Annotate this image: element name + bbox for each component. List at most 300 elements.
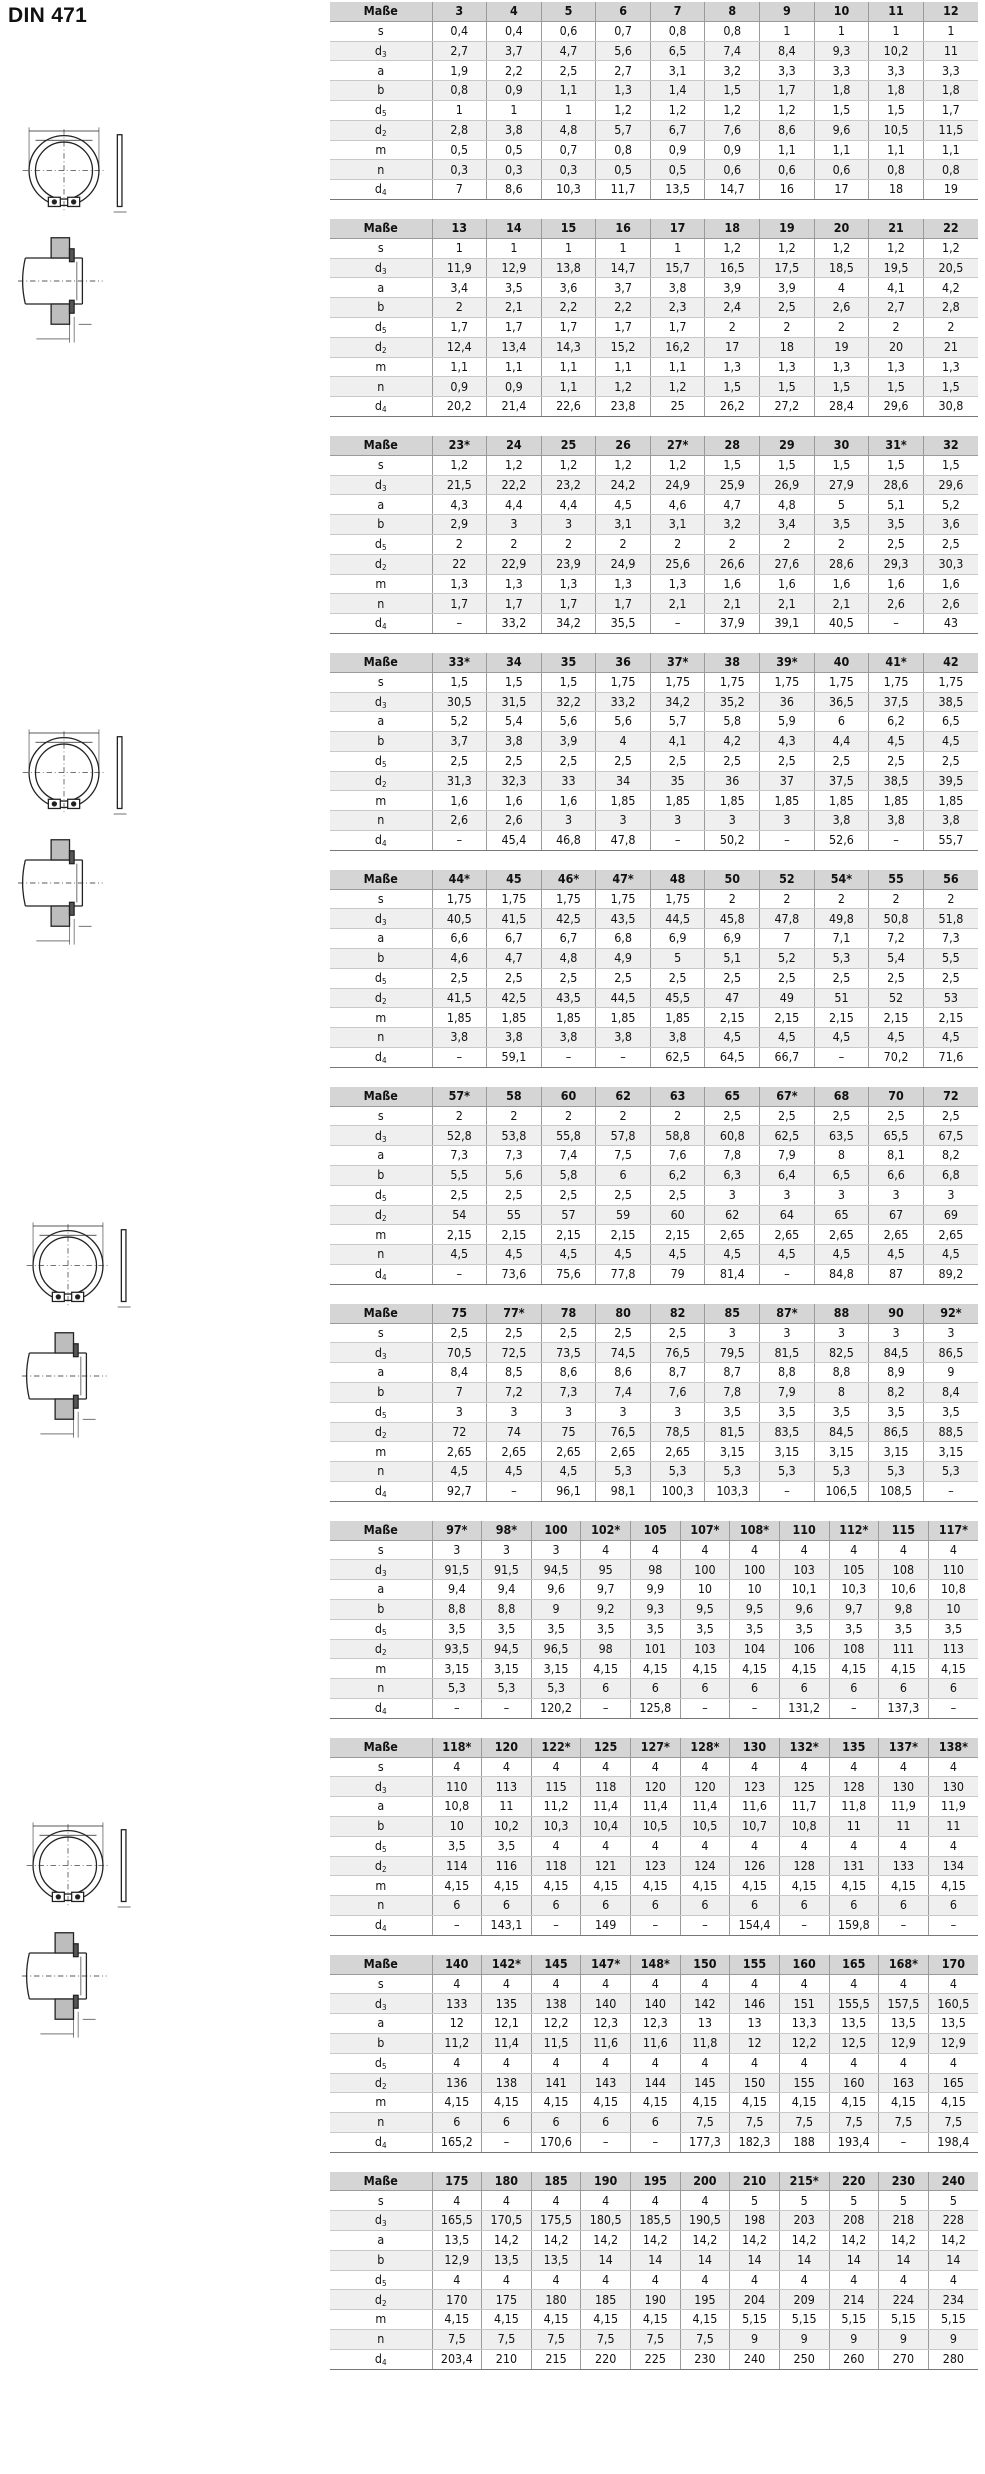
table-cell: 49,8 [814, 909, 869, 929]
table-cell: 2,5 [869, 534, 924, 554]
retaining-ring-drawing [22, 1815, 151, 2063]
table-cell: 58,8 [650, 1126, 705, 1146]
table-row [330, 1896, 978, 1916]
table-cell: 4 [829, 1974, 879, 1994]
table-cell: 3 [760, 1185, 815, 1205]
table-cell: 1,3 [760, 357, 815, 377]
table-cell: 14,2 [680, 2231, 730, 2251]
row-label-base: m [375, 792, 387, 808]
table-cell: 4,5 [923, 732, 978, 752]
table-cell: 17 [705, 337, 760, 357]
table-cell: 3,9 [760, 278, 815, 298]
row-label-base: a [377, 1798, 385, 1814]
table-cell: 4,15 [482, 2093, 532, 2113]
table-cell: 6 [581, 1679, 631, 1699]
table-row [330, 1698, 978, 1718]
table-cell: 52,6 [814, 831, 869, 851]
table-row [330, 2033, 978, 2053]
table-cell: 7,5 [928, 2113, 978, 2133]
table-cell: 1,2 [541, 455, 596, 475]
table-gap [330, 1936, 978, 1955]
table-cell: 7,5 [829, 2113, 879, 2133]
table-cell: 34,2 [650, 692, 705, 712]
row-label-subscript: 3 [382, 266, 387, 276]
row-label [330, 1757, 432, 1777]
table-cell: 2,7 [869, 298, 924, 318]
table-cell: 2,6 [487, 811, 542, 831]
table-cell: 8,8 [760, 1363, 815, 1383]
table-cell: 14,7 [596, 258, 651, 278]
row-label-base: d [374, 615, 382, 631]
table-row [330, 1048, 978, 1068]
table-cell: 1,5 [869, 377, 924, 397]
row-label-base: d [374, 1995, 382, 2011]
table-cell: 66,7 [760, 1048, 815, 1068]
table-cell: 4,15 [531, 2093, 581, 2113]
table-cell: 11,8 [829, 1797, 879, 1817]
table-cell: 2,5 [541, 1185, 596, 1205]
table-cell: 75 [541, 1422, 596, 1442]
table-cell: 14 [730, 2250, 780, 2270]
table-cell: 11,5 [923, 120, 978, 140]
table-cell: 220 [581, 2349, 631, 2369]
table-cell: 2,65 [705, 1225, 760, 1245]
table-cell: 1,2 [487, 455, 542, 475]
row-label [330, 771, 432, 791]
dimension-table [330, 653, 978, 851]
table-cell: 4,5 [814, 1245, 869, 1265]
row-label-base: d [374, 970, 382, 986]
table-cell: 128 [829, 1777, 879, 1797]
row-label [330, 1599, 432, 1619]
dimension-table [330, 2, 978, 200]
row-label [330, 1323, 432, 1343]
row-label-subscript: 5 [382, 2061, 387, 2071]
table-cell: 76,5 [596, 1422, 651, 1442]
row-label-base: d [374, 2212, 382, 2228]
table-cell: 57 [541, 1205, 596, 1225]
table-cell: 0,7 [596, 21, 651, 41]
table-cell: 110 [928, 1560, 978, 1580]
table-cell: 4,3 [760, 732, 815, 752]
table-cell: 55,8 [541, 1126, 596, 1146]
table-cell: 5,3 [432, 1679, 482, 1699]
size-header: 25 [541, 436, 596, 455]
header-row [330, 1304, 978, 1323]
table-cell: 131,2 [779, 1698, 829, 1718]
size-header: 41* [869, 653, 924, 672]
table-cell: 7,5 [432, 2330, 482, 2350]
table-cell: 6,5 [923, 712, 978, 732]
table-cell: 7,3 [432, 1146, 487, 1166]
table-row [330, 61, 978, 81]
table-cell: 10,3 [531, 1816, 581, 1836]
table-cell: 120 [680, 1777, 730, 1797]
table-cell: 8 [814, 1146, 869, 1166]
size-header: 67* [760, 1087, 815, 1106]
table-cell: 1,2 [760, 238, 815, 258]
table-cell: 81,5 [705, 1422, 760, 1442]
table-cell: 4 [928, 2053, 978, 2073]
table-cell: 9 [879, 2330, 929, 2350]
table-cell: 143,1 [482, 1915, 532, 1935]
table-row [330, 2211, 978, 2231]
table-cell: 8,2 [869, 1383, 924, 1403]
table-cell: 4 [680, 1540, 730, 1560]
row-label-base: m [375, 1877, 387, 1893]
table-row [330, 258, 978, 278]
size-header: 39* [760, 653, 815, 672]
row-label-base: a [377, 1581, 385, 1597]
table-cell: 3,1 [596, 515, 651, 535]
table-cell: 5,8 [705, 712, 760, 732]
table-cell: 2,8 [923, 298, 978, 318]
table-cell: 1,75 [596, 672, 651, 692]
table-cell: 1,85 [869, 791, 924, 811]
table-cell: 6,3 [705, 1166, 760, 1186]
table-cell: 4,5 [541, 1462, 596, 1482]
table-cell: – [869, 614, 924, 634]
table-cell: 3,2 [705, 61, 760, 81]
table-cell: 142 [680, 1994, 730, 2014]
table-cell: – [730, 1698, 780, 1718]
table-cell: 7,2 [869, 929, 924, 949]
header-row [330, 2172, 978, 2191]
table-cell: 5,5 [923, 949, 978, 969]
table-cell: 14,2 [879, 2231, 929, 2251]
table-cell: 4,15 [631, 2310, 681, 2330]
table-cell: 2,65 [814, 1225, 869, 1245]
table-cell: 2 [814, 534, 869, 554]
table-cell: 5,2 [923, 495, 978, 515]
table-cell: 5,15 [779, 2310, 829, 2330]
row-label-base: m [375, 141, 387, 157]
table-cell: 28,6 [814, 554, 869, 574]
table-cell: 0,3 [432, 160, 487, 180]
table-cell: 23,9 [541, 554, 596, 574]
table-cell: 62,5 [650, 1048, 705, 1068]
table-cell: 1,2 [760, 100, 815, 120]
table-cell: – [760, 831, 815, 851]
size-header: 137* [879, 1738, 929, 1757]
table-cell: 14,2 [779, 2231, 829, 2251]
table-cell: 5,15 [879, 2310, 929, 2330]
row-label-base: d [374, 1266, 382, 1282]
table-cell: 14,3 [541, 337, 596, 357]
table-cell: 9 [779, 2330, 829, 2350]
table-cell: 75,6 [541, 1265, 596, 1285]
table-cell: 1,3 [487, 574, 542, 594]
table-cell: 70,2 [869, 1048, 924, 1068]
table-cell: 101 [631, 1639, 681, 1659]
table-cell: 29,6 [923, 475, 978, 495]
table-cell: 270 [879, 2349, 929, 2369]
size-header: 230 [879, 2172, 929, 2191]
row-label [330, 1442, 432, 1462]
table-cell: 43 [923, 614, 978, 634]
table-gap [330, 1719, 978, 1738]
table-cell: 3,4 [432, 278, 487, 298]
table-cell: 7,5 [531, 2330, 581, 2350]
table-cell: 20 [869, 337, 924, 357]
table-cell: 2,5 [705, 751, 760, 771]
table-cell: 4 [531, 1757, 581, 1777]
table-cell: 5,1 [705, 949, 760, 969]
table-cell: – [432, 614, 487, 634]
table-cell: 33,2 [487, 614, 542, 634]
table-cell: 22,9 [487, 554, 542, 574]
table-cell: 2,5 [650, 1185, 705, 1205]
table-cell: 3,8 [541, 1028, 596, 1048]
table-cell: 2,5 [541, 968, 596, 988]
table-cell: 2,5 [923, 968, 978, 988]
table-cell: 3,15 [705, 1442, 760, 1462]
table-cell: 2 [923, 317, 978, 337]
retaining-ring-drawing [18, 120, 147, 368]
table-cell: 2,15 [814, 1008, 869, 1028]
table-cell: 4,15 [730, 1659, 780, 1679]
table-cell: 1,6 [487, 791, 542, 811]
table-cell: 11 [829, 1816, 879, 1836]
table-cell: 3,5 [531, 1619, 581, 1639]
table-cell: – [680, 1915, 730, 1935]
table-cell: 106,5 [814, 1481, 869, 1501]
table-cell: 4,15 [779, 1876, 829, 1896]
row-label-base: d [374, 42, 382, 58]
row-label-subscript: 2 [382, 128, 387, 138]
table-cell: 6,7 [487, 929, 542, 949]
table-cell: 16,5 [705, 258, 760, 278]
table-cell: 170,6 [531, 2132, 581, 2152]
table-cell: 3 [596, 1402, 651, 1422]
table-cell: 4 [581, 1836, 631, 1856]
table-cell: 3,5 [869, 1402, 924, 1422]
table-cell: 0,5 [432, 140, 487, 160]
size-header: 78 [541, 1304, 596, 1323]
table-cell: 21 [923, 337, 978, 357]
table-cell: 5,3 [869, 1462, 924, 1482]
table-cell: 4 [779, 1836, 829, 1856]
table-cell: 0,3 [541, 160, 596, 180]
table-cell: 67,5 [923, 1126, 978, 1146]
table-cell: 6 [779, 1896, 829, 1916]
table-cell: 94,5 [482, 1639, 532, 1659]
table-cell: 7,5 [596, 1146, 651, 1166]
table-row [330, 2231, 978, 2251]
row-label [330, 140, 432, 160]
table-cell: 1,1 [923, 140, 978, 160]
size-header: 122* [531, 1738, 581, 1757]
table-cell: 14,2 [531, 2231, 581, 2251]
table-cell: 2,5 [541, 1323, 596, 1343]
row-label-subscript: 3 [382, 700, 387, 710]
table-cell: 98 [581, 1639, 631, 1659]
row-label-base: m [375, 2311, 387, 2327]
size-header: 210 [730, 2172, 780, 2191]
row-label-base: n [377, 1463, 385, 1479]
table-cell: 4,15 [680, 1659, 730, 1679]
table-cell: 12,4 [432, 337, 487, 357]
table-cell: 5,6 [541, 712, 596, 732]
table-cell: 4,15 [631, 1659, 681, 1679]
row-label-subscript: 5 [382, 543, 387, 553]
row-label-base: b [377, 82, 385, 98]
table-cell: 6,7 [541, 929, 596, 949]
table-cell: 1,75 [923, 672, 978, 692]
row-label-base: d [374, 693, 382, 709]
page-title: DIN 471 [8, 4, 88, 27]
size-header: 220 [829, 2172, 879, 2191]
row-label-base: d [374, 1837, 382, 1853]
row-label [330, 1265, 432, 1285]
table-cell: 3,15 [869, 1442, 924, 1462]
table-cell: 5,3 [596, 1462, 651, 1482]
row-label-base: a [377, 2015, 385, 2031]
table-cell: 8,7 [650, 1363, 705, 1383]
table-cell: 3,5 [482, 1836, 532, 1856]
table-row [330, 1343, 978, 1363]
table-cell: 170 [432, 2290, 482, 2310]
table-cell: 4,15 [680, 1876, 730, 1896]
row-label [330, 614, 432, 634]
table-cell: 124 [680, 1856, 730, 1876]
size-header: 98* [482, 1521, 532, 1540]
table-cell: 4 [680, 2191, 730, 2211]
table-cell: 4 [879, 1757, 929, 1777]
table-cell: 1,3 [432, 574, 487, 594]
table-row [330, 21, 978, 41]
table-cell: 12,9 [928, 2033, 978, 2053]
table-cell: 5,15 [829, 2310, 879, 2330]
table-cell: 1,75 [541, 889, 596, 909]
row-label-base: d [374, 536, 382, 552]
table-cell: 2,65 [650, 1442, 705, 1462]
table-cell: 4,15 [879, 1659, 929, 1679]
table-cell: 4 [631, 1974, 681, 1994]
table-cell: 5,6 [596, 712, 651, 732]
row-label-subscript: 4 [382, 1707, 387, 1717]
row-label-base: s [377, 1107, 384, 1123]
size-header: 16 [596, 219, 651, 238]
table-cell: 1 [596, 238, 651, 258]
table-row [330, 2053, 978, 2073]
table-cell: 74,5 [596, 1343, 651, 1363]
header-row [330, 653, 978, 672]
size-header: 6 [596, 2, 651, 21]
header-row [330, 2, 978, 21]
row-label [330, 397, 432, 417]
table-cell: 25 [650, 397, 705, 417]
table-cell: 50,2 [705, 831, 760, 851]
row-label-base: d [374, 2351, 382, 2367]
table-cell: 170,5 [482, 2211, 532, 2231]
table-cell: 79 [650, 1265, 705, 1285]
size-header: 92* [923, 1304, 978, 1323]
table-cell: 78,5 [650, 1422, 705, 1442]
table-cell: 98 [631, 1560, 681, 1580]
table-cell: 26,6 [705, 554, 760, 574]
table-cell: 7,5 [482, 2330, 532, 2350]
table-cell: 2,5 [432, 1323, 487, 1343]
row-label [330, 889, 432, 909]
table-cell: 2,5 [596, 751, 651, 771]
row-label [330, 1896, 432, 1916]
table-cell: 2,65 [596, 1442, 651, 1462]
table-cell: 6,2 [650, 1166, 705, 1186]
table-cell: 1,75 [869, 672, 924, 692]
table-gap [330, 1068, 978, 1087]
row-label-base: b [377, 1167, 385, 1183]
table-cell: – [923, 1481, 978, 1501]
table-cell: 3,8 [596, 1028, 651, 1048]
table-cell: 5,3 [814, 949, 869, 969]
table-cell: 4,5 [432, 1462, 487, 1482]
table-cell: 160,5 [928, 1994, 978, 2014]
table-cell: 27,2 [760, 397, 815, 417]
row-label [330, 1481, 432, 1501]
table-cell: 140 [631, 1994, 681, 2014]
table-cell: 2 [487, 534, 542, 554]
row-label [330, 1126, 432, 1146]
table-cell: 4 [928, 1836, 978, 1856]
table-cell: 1,85 [432, 1008, 487, 1028]
row-label-base: s [377, 1324, 384, 1340]
row-label [330, 909, 432, 929]
ring-front-view [23, 127, 127, 212]
table-cell: 1,2 [650, 455, 705, 475]
shaft-section-view [22, 1933, 107, 2038]
table-cell: 6 [779, 1679, 829, 1699]
table-cell: 4 [829, 2053, 879, 2073]
row-label-base: a [377, 62, 385, 78]
row-label [330, 1580, 432, 1600]
table-row [330, 1008, 978, 1028]
table-cell: 1,2 [596, 377, 651, 397]
table-cell: 13,5 [879, 2014, 929, 2034]
table-cell: 12 [730, 2033, 780, 2053]
table-cell: 5,6 [596, 41, 651, 61]
table-row [330, 1265, 978, 1285]
table-cell: 1,5 [760, 377, 815, 397]
table-cell: 71,6 [923, 1048, 978, 1068]
table-cell: 5,3 [923, 1462, 978, 1482]
table-row [330, 1106, 978, 1126]
table-cell: 5,3 [705, 1462, 760, 1482]
table-cell: 6 [829, 1679, 879, 1699]
row-label-subscript: 4 [382, 2358, 387, 2368]
table-cell: 86,5 [869, 1422, 924, 1442]
table-cell: 42,5 [487, 988, 542, 1008]
table-cell: 13,5 [829, 2014, 879, 2034]
table-cell: 2,5 [760, 968, 815, 988]
table-cell: 2 [869, 889, 924, 909]
table-cell: 4 [730, 2053, 780, 2073]
row-label-subscript: 2 [382, 1647, 387, 1657]
table-row [330, 1028, 978, 1048]
table-cell: 13,5 [650, 180, 705, 200]
row-label-base: n [377, 1680, 385, 1696]
table-cell: 116 [482, 1856, 532, 1876]
table-cell: 26,9 [760, 475, 815, 495]
header-label: Maße [330, 1304, 432, 1323]
table-cell: 11 [923, 41, 978, 61]
table-cell: 108,5 [869, 1481, 924, 1501]
table-cell: 1 [487, 100, 542, 120]
table-cell: 3 [705, 1323, 760, 1343]
table-cell: 2,15 [869, 1008, 924, 1028]
table-cell: 111 [879, 1639, 929, 1659]
row-label [330, 831, 432, 851]
